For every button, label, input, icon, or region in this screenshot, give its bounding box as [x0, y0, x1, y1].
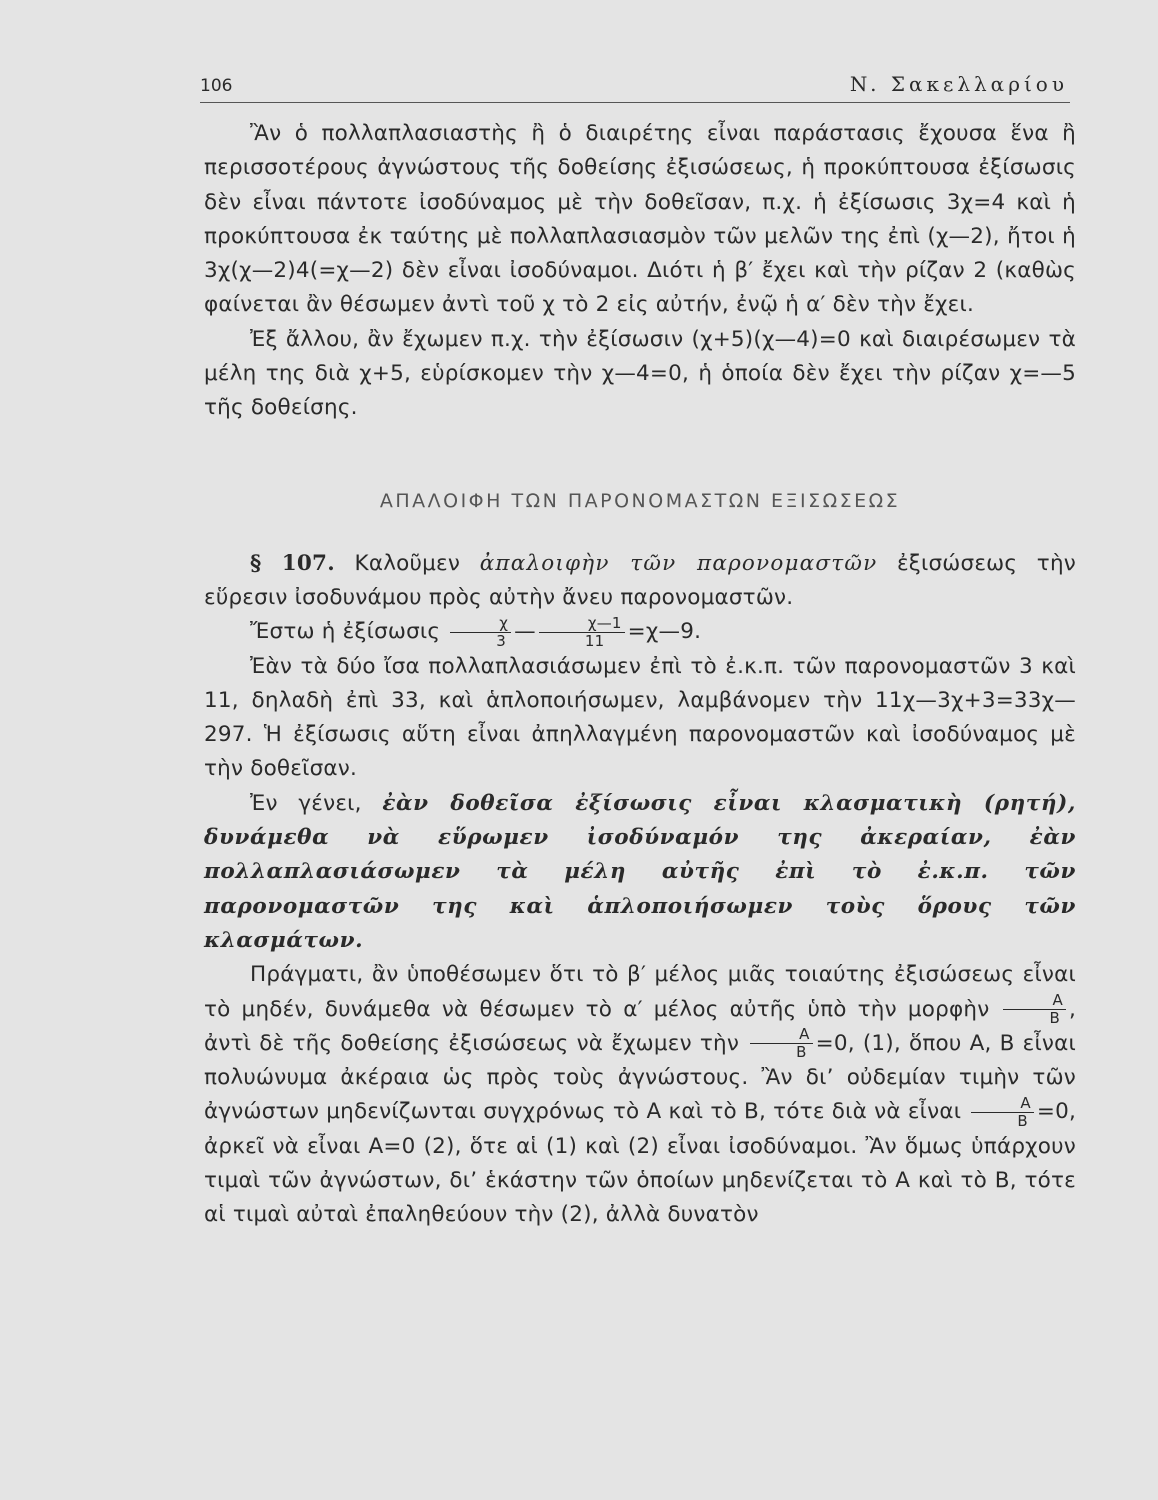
text-run: =0, (1), ὅπου Α, Β εἶναι πολυώνυμα ἀκέραια ὡς πρὸς τοὺς ἀγνώστους. Ἂν δι’ οὐδεμίαν τιμὴν τῶν ἀγνώστων μηδενίζωνται συγχρόνως τὸ Α καὶ τὸ Β, τότε διὰ νὰ εἶναι — [204, 1030, 1076, 1125]
fraction-a-over-b — [1003, 993, 1065, 1026]
text-run: , ἀντὶ δὲ τῆς δοθείσης ἐξισώσεως νὰ ἔχωμεν τὴν — [204, 996, 1076, 1056]
fraction — [450, 613, 511, 650]
text-run: Πράγματι, ἂν ὑποθέσωμεν ὅτι τὸ β′ μέλος μιᾶς τοιαύτης ἐξισώσεως εἶναι τὸ μηδέν, δυνάμεθα νὰ θέσωμεν τὸ α′ μέλος αὐτῆς ὑπὸ τὴν μορφὴν — [204, 962, 1076, 1022]
text-run: =0, ἀρκεῖ νὰ εἶναι Α=0 (2), ὅτε αἱ (1) καὶ (2) εἶναι ἰσοδύναμοι. Ἂν ὅμως ὑπάρχουν τιμαὶ τῶν ἀγνώστων, δι’ ἑκάστην τῶν ὁποίων μηδενίζεται τὸ Α καὶ τὸ Β, τότε αἱ τιμαὶ αὐταὶ ἐπαληθεύουν τὴν (2), ἀλλὰ δυνατὸν — [204, 1099, 1076, 1228]
text-run: Ἔστω ἡ ἐξίσωσις — [250, 619, 441, 645]
denominator: Β — [1017, 1111, 1028, 1130]
rule-text: ἐὰν δοθεῖσα ἐξίσωσις εἶναι κλασματικὴ (ρητή), δυνάμεθα νὰ εὕρωμεν ἰσοδύναμόν της ἀκεραίαν, ἐὰν πολλαπλασιάσωμεν τὰ μέλη αὐτῆς ἐπὶ τὸ ἐ.κ.π. τῶν παρονομαστῶν της καὶ ἁπλοποιήσωμεν τοὺς ὅρους τῶν κλασμάτων. — [204, 790, 1076, 953]
paragraph — [204, 958, 1076, 1232]
denominator: 3 — [496, 631, 507, 650]
numerator: Α — [750, 1027, 812, 1044]
paragraph: Ἐὰν τὰ δύο ἴσα πολλαπλασιάσωμεν ἐπὶ τὸ ἐ.κ.π. τῶν παρονομαστῶν 3 καὶ 11, δηλαδὴ ἐπὶ 33, καὶ ἁπλοποιήσωμεν, λαμβάνομεν τὴν 11χ—3χ+3=33χ—297. Ἡ ἐξίσωσις αὕτη εἶναι ἀπηλλαγμένη παρονομαστῶν καὶ ἰσοδύναμος μὲ τὴν δοθεῖσαν. — [204, 653, 1076, 782]
section-number: § 107. — [250, 550, 335, 576]
denominator: Β — [796, 1043, 807, 1062]
example-equation — [204, 615, 1076, 649]
denominator: 11 — [584, 631, 605, 650]
section-107-paragraph — [204, 547, 1076, 616]
running-head: N. Σακελλαρίου — [849, 72, 1068, 96]
numerator: Α — [1003, 993, 1065, 1010]
section-heading: ΑΠΑΛΟΙΦΗ ΤΩΝ ΠΑΡΟΝΟΜΑΣΤΩΝ ΕΞΙΣΩΣΕΩΣ — [379, 489, 901, 512]
text-run: ἐξισώσεως τὴν εὕρεσιν ἰσοδυνάμου πρὸς αὐτὴν ἄνευ παρονομαστῶν. — [204, 550, 1076, 610]
minus-sign: — — [514, 619, 536, 645]
numerator: Α — [971, 1096, 1033, 1113]
numerator: χ — [450, 616, 511, 633]
page-header — [200, 72, 1070, 103]
fraction-a-over-b — [750, 1027, 812, 1060]
text-run: Καλοῦμεν — [354, 550, 461, 576]
page-body — [204, 117, 1076, 1233]
fraction — [539, 613, 625, 650]
page-number: 106 — [200, 76, 233, 96]
denominator: Β — [1049, 1009, 1060, 1028]
text-run: =χ—9. — [627, 619, 702, 645]
defined-term: ἀπαλοιφὴν τῶν παρονομαστῶν — [479, 550, 878, 576]
fraction-a-over-b — [971, 1093, 1033, 1130]
numerator: χ—1 — [539, 616, 625, 633]
rule-paragraph — [204, 787, 1076, 958]
paragraph: Ἐξ ἄλλου, ἂν ἔχωμεν π.χ. τὴν ἐξίσωσιν (χ+5)(χ—4)=0 καὶ διαιρέσωμεν τὰ μέλη της διὰ χ+5, εὑρίσκομεν τὴν χ—4=0, ἡ ὁποία δὲν ἔχει τὴν ρίζαν χ=—5 τῆς δοθείσης. — [204, 326, 1076, 421]
text-run: Ἐν γένει, — [250, 790, 362, 816]
paragraph: Ἂν ὁ πολλαπλασιαστὴς ἢ ὁ διαιρέτης εἶναι παράστασις ἔχουσα ἕνα ἢ περισσοτέρους ἀγνώστους τῆς δοθείσης ἐξισώσεως, ἡ προκύπτουσα ἐξίσωσις δὲν εἶναι πάντοτε ἰσοδύναμος μὲ τὴν δοθεῖσαν, π.χ. ἡ ἐξίσωσις 3χ=4 καὶ ἡ προκύπτουσα ἐκ ταύτης μὲ πολλαπλασιασμὸν τῶν μελῶν της ἐπὶ (χ—2), ἤτοι ἡ 3χ(χ—2)4(=χ—2) δὲν εἶναι ἰσοδύναμοι. Διότι ἡ β′ ἔχει καὶ τὴν ρίζαν 2 (καθὼς φαίνεται ἂν θέσωμεν ἀντὶ τοῦ χ τὸ 2 εἰς αὐτήν, ἐνῷ ἡ α′ δὲν τὴν ἔχει. — [204, 121, 1076, 318]
